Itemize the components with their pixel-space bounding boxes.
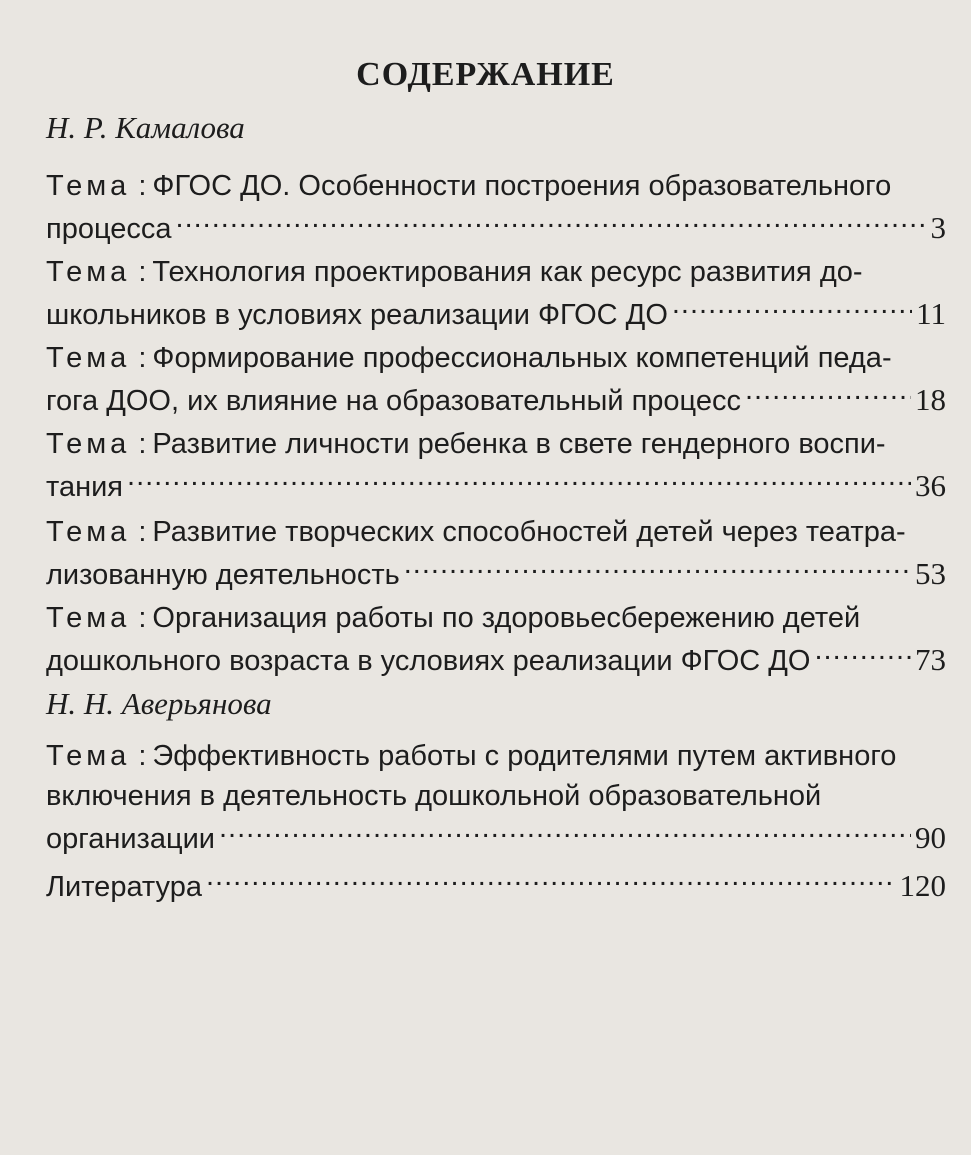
dot-leader: [127, 464, 911, 496]
entry-title-line: Формирование профессиональных компетенций педа-: [152, 342, 892, 374]
dot-leader: [219, 816, 911, 848]
tema-label: Тема: [46, 170, 131, 202]
page-number: 90: [915, 820, 946, 855]
dot-leader: [404, 552, 911, 584]
tema-label: Тема: [46, 256, 131, 288]
toc-entry[interactable]: Тема : Развитие творческих способностей детей через театра- лизованную деятельность ..... 53: [46, 512, 946, 595]
page-number: 11: [916, 296, 946, 331]
dot-leader: [814, 638, 911, 670]
author-name: Н. Н. Аверьянова: [46, 686, 272, 721]
tema-label: Тема: [46, 342, 131, 374]
toc-entry[interactable]: Тема : Технология проектирования как ресурс развития до- школьников в условиях реализации ФГОС ДО ..... 11: [46, 252, 946, 335]
entry-title-line: Организация работы по здоровьесбережению детей: [152, 602, 861, 634]
tema-label: Тема: [46, 516, 131, 548]
dot-leader: [206, 864, 896, 896]
toc-entry[interactable]: Тема : ФГОС ДО. Особенности построения образовательного процесса ..... 3: [46, 166, 946, 249]
entry-title-line: гога ДОО, их влияние на образовательный процесс: [46, 385, 741, 417]
toc-entry[interactable]: Тема : Формирование профессиональных компетенций педа- гога ДОО, их влияние на образовательный процесс ..... 18: [46, 338, 946, 421]
dot-leader: [745, 378, 911, 410]
entry-title-line: Эффективность работы с родителями путем активного: [152, 740, 897, 772]
entry-title-line: школьников в условиях реализации ФГОС ДО: [46, 299, 668, 331]
page-number: 73: [915, 642, 946, 677]
tema-label: Тема: [46, 602, 131, 634]
entry-title-line: ФГОС ДО. Особенности построения образовательного: [152, 170, 892, 202]
page-number: 18: [915, 382, 946, 417]
entry-title-line: лизованную деятельность: [46, 559, 400, 591]
toc-entry[interactable]: Тема : Развитие личности ребенка в свете гендерного воспи- тания ..... 36: [46, 424, 946, 507]
page-number: 36: [915, 468, 946, 503]
entry-title-line: процесса: [46, 213, 172, 245]
tema-label: Тема: [46, 740, 131, 772]
entry-title-line: тания: [46, 471, 124, 503]
dot-leader: [176, 206, 927, 238]
tema-label: Тема: [46, 428, 131, 460]
entry-title-line: включения в деятельность дошкольной образовательной: [46, 780, 822, 812]
entry-title-line: Развитие личности ребенка в свете гендерного воспи-: [152, 428, 886, 460]
author-name: Н. Р. Камалова: [46, 110, 245, 145]
entry-title-line: Развитие творческих способностей детей через театра-: [152, 516, 906, 548]
toc-entry[interactable]: Тема : Организация работы по здоровьесбережению детей дошкольного возраста в условиях реализации ФГОС ДО ..... 73: [46, 598, 946, 681]
dot-leader: [672, 292, 912, 324]
literature-label: Литература: [46, 871, 202, 903]
toc-entry[interactable]: Тема : Эффективность работы с родителями путем активного включения в деятельность дошкольной образовательной организации ..... 90: [46, 736, 946, 859]
entry-title-line: Технология проектирования как ресурс развития до-: [152, 256, 863, 288]
entry-title-line: дошкольного возраста в условиях реализации ФГОС ДО: [46, 645, 811, 677]
entry-title-line: организации: [46, 823, 215, 855]
page-number: 53: [915, 556, 946, 591]
toc-entry-literature[interactable]: [46, 864, 946, 907]
page-number: 120: [899, 868, 946, 903]
page-title: СОДЕРЖАНИЕ: [356, 56, 615, 93]
page-number: 3: [930, 210, 946, 245]
